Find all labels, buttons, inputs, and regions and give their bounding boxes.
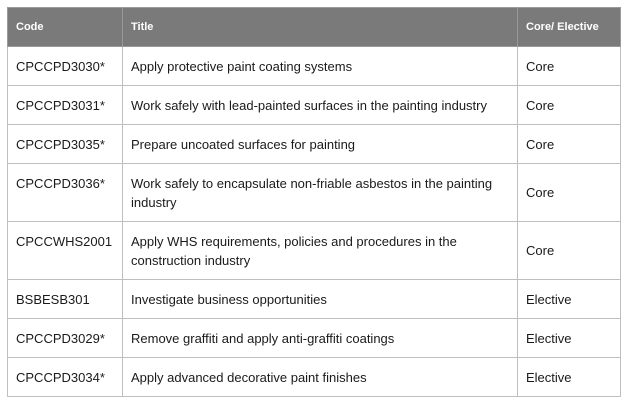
table-row xyxy=(8,164,621,222)
unit-title: Work safely with lead-painted surfaces in the painting industry xyxy=(123,86,518,125)
unit-type: Core xyxy=(518,125,621,164)
unit-code: CPCCPD3036* xyxy=(8,164,123,222)
header-code: Code xyxy=(8,8,123,47)
table-row xyxy=(8,280,621,319)
table-row xyxy=(8,47,621,86)
units-table-container xyxy=(7,7,620,397)
unit-type: Core xyxy=(518,47,621,86)
table-row xyxy=(8,125,621,164)
units-table xyxy=(7,7,621,397)
table-row xyxy=(8,319,621,358)
unit-type: Core xyxy=(518,86,621,125)
unit-title: Investigate business opportunities xyxy=(123,280,518,319)
header-title: Title xyxy=(123,8,518,47)
table-header xyxy=(8,8,621,47)
unit-title: Apply advanced decorative paint finishes xyxy=(123,358,518,397)
unit-type: Elective xyxy=(518,358,621,397)
table-row xyxy=(8,222,621,280)
header-core-elective: Core/ Elective xyxy=(518,8,621,47)
unit-type: Core xyxy=(518,222,621,280)
header-row xyxy=(8,8,621,47)
table-body xyxy=(8,47,621,397)
unit-title: Work safely to encapsulate non-friable asbestos in the painting industry xyxy=(123,164,518,222)
unit-code: CPCCWHS2001 xyxy=(8,222,123,280)
unit-type: Core xyxy=(518,164,621,222)
unit-code: CPCCPD3035* xyxy=(8,125,123,164)
unit-title: Remove graffiti and apply anti-graffiti coatings xyxy=(123,319,518,358)
unit-code: CPCCPD3034* xyxy=(8,358,123,397)
unit-type: Elective xyxy=(518,280,621,319)
unit-title: Apply WHS requirements, policies and procedures in the construction industry xyxy=(123,222,518,280)
unit-title: Apply protective paint coating systems xyxy=(123,47,518,86)
unit-code: CPCCPD3030* xyxy=(8,47,123,86)
table-row xyxy=(8,86,621,125)
unit-title: Prepare uncoated surfaces for painting xyxy=(123,125,518,164)
unit-code: BSBESB301 xyxy=(8,280,123,319)
unit-code: CPCCPD3031* xyxy=(8,86,123,125)
unit-code: CPCCPD3029* xyxy=(8,319,123,358)
table-row xyxy=(8,358,621,397)
unit-type: Elective xyxy=(518,319,621,358)
